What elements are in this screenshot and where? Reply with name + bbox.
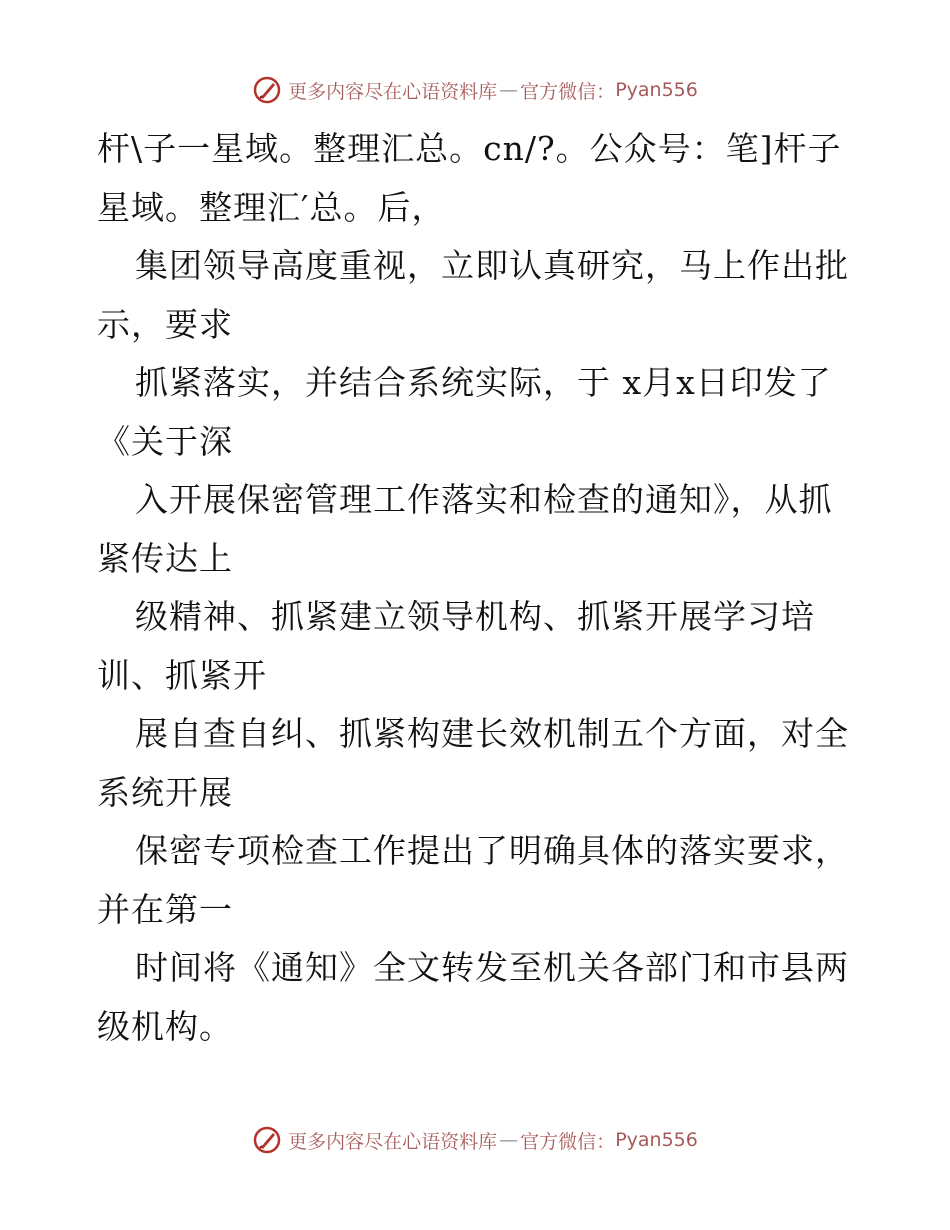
text-line: 级机构。 bbox=[97, 1006, 233, 1046]
text-line: 入开展保密管理工作落实和检查的通知》，从抓 bbox=[135, 480, 833, 519]
text-line: 级精神、抓紧建立领导机构、抓紧开展学习培 bbox=[135, 597, 815, 636]
document-body bbox=[97, 120, 857, 1056]
text-line: 展自查自纠、抓紧构建长效机制五个方面，对全 bbox=[135, 714, 849, 753]
text-line: 系统开展 bbox=[97, 772, 233, 812]
text-line: 杆\子一星域。整理汇总。cn/?。公众号：笔]杆子 bbox=[97, 129, 842, 168]
watermark-separator: — bbox=[499, 79, 519, 101]
text-line: 集团领导高度重视，立即认真研究，马上作出批 bbox=[135, 246, 849, 285]
watermark-prefix: 更多内容尽在心语资料库 bbox=[288, 80, 498, 103]
watermark-separator: — bbox=[499, 1129, 519, 1151]
text-line: 并在第一 bbox=[97, 889, 233, 929]
text-line: 保密专项检查工作提出了明确具体的落实要求， bbox=[135, 831, 849, 870]
text-line: 星域。整理汇′总。后， bbox=[97, 187, 446, 227]
watermark-account: Pyan556 bbox=[615, 1129, 698, 1151]
text-line: 时间将《通知》全文转发至机关各部门和市县两 bbox=[135, 948, 849, 987]
text-line: 示，要求 bbox=[97, 304, 233, 344]
footer-watermark bbox=[0, 1120, 950, 1160]
text-line: 《关于深 bbox=[97, 421, 233, 461]
text-line: 抓紧落实，并结合系统实际，于 x月x日印发了 bbox=[135, 363, 832, 402]
watermark-label: 官方微信： bbox=[520, 80, 616, 103]
text-line: 训、抓紧开 bbox=[97, 655, 267, 695]
quill-logo-icon bbox=[252, 75, 282, 105]
watermark-label: 官方微信： bbox=[520, 1130, 616, 1153]
quill-logo-icon bbox=[252, 1125, 282, 1155]
text-line: 紧传达上 bbox=[97, 538, 233, 578]
header-watermark bbox=[0, 70, 950, 110]
watermark-account: Pyan556 bbox=[615, 79, 698, 101]
watermark-prefix: 更多内容尽在心语资料库 bbox=[288, 1130, 498, 1153]
